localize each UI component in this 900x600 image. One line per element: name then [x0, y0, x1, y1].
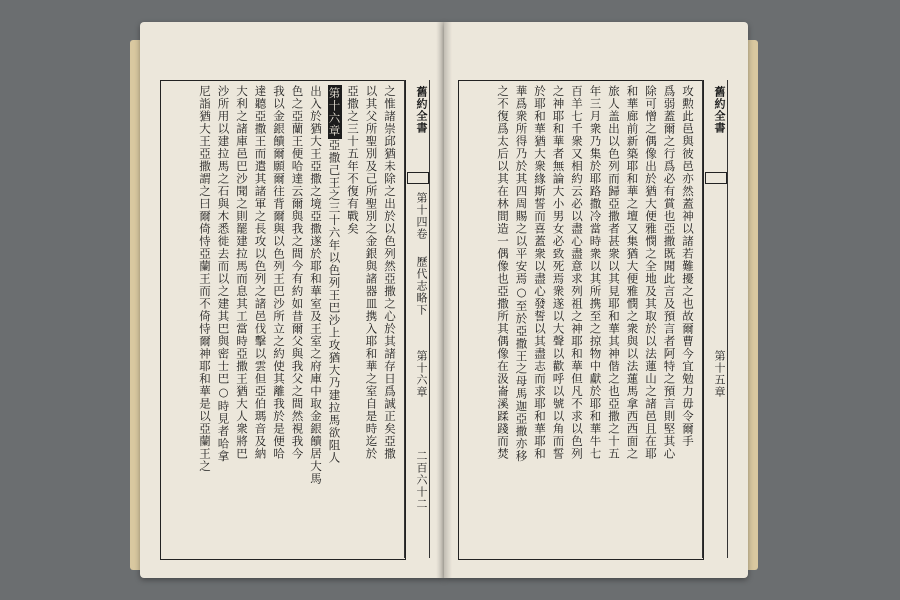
fish-tail-mark — [407, 172, 429, 184]
text-column: 以其父所聖別及己所聖別之金銀與諸器皿携入耶和華之室自是時迄於 — [364, 85, 379, 460]
book-gutter — [436, 22, 452, 578]
text-column: 色之亞蘭王便哈達云爾與我之間今有約如昔爾父與我父之間然視我今 — [290, 85, 305, 460]
text-column: 亞撒之三十五年不復有戰矣 — [346, 85, 360, 235]
text-column: 達聽亞撒王而遣其諸軍之長攻以色列之諸邑伐擊以雲但亞伯瑪音及納 — [253, 85, 268, 460]
text-column: 爲弱蓋爾之行爲必有賞也亞撒既聞此言及預言者阿特之預言則堅其心 — [662, 85, 677, 460]
text-column: 旅人盖出以色列而歸亞撒者甚衆以其見耶和華其神偕之也亞撒之十五 — [607, 85, 621, 460]
text-column: 於耶和華猶大衆緣斯誓而喜蓋衆以盡心發誓以其盡志而求耶和華耶和 — [533, 85, 547, 460]
right-page-body — [465, 85, 697, 555]
text-column: 攻勲此邑與彼邑亦然蓋神以諸若難擾之也故爾曹今宜勉力毋令爾手 — [681, 85, 695, 448]
right-page-margin — [702, 80, 728, 558]
left-page-margin — [404, 80, 430, 558]
text-column: 和華廊前新築耶和華之壇又集猶大便雅憫之衆與以法蓮馬拿西西面之 — [625, 85, 640, 460]
text-column: 我以金銀饋爾願爾往背爾與以色列王巴沙所立之約使其離我於是便哈 — [272, 85, 286, 460]
text-column: 第十六章亞撒己王之三十六年以色列王巴沙上攻猶大乃建拉馬欲阻人 — [327, 87, 342, 464]
text-column: 之惟諸崇邱猶未除之出於以色列然亞撒之心於其諸存日爲誠正矣亞撒 — [383, 85, 397, 460]
text-column: 大利之諸庫邑巴沙聞之則罷建拉馬而息其工當時亞撒王猶大人衆將巴 — [235, 85, 249, 460]
left-page — [140, 22, 444, 578]
right-chapter: 第十五章 — [713, 350, 726, 398]
right-book-title: 舊約全書 — [713, 86, 726, 134]
left-text-frame — [160, 80, 406, 560]
left-volume: 第十四卷 — [415, 192, 428, 240]
text-column: 百羊七千衆又相約云必以盡心盡意求列祖之神耶和華但凡不求以色列 — [570, 85, 584, 460]
open-book — [140, 22, 748, 582]
left-chapter: 第十六章 — [415, 350, 428, 398]
left-page-number: 二百六十二 — [415, 450, 428, 510]
text-column: 華爲衆所得乃於其四周賜之以平安焉○至於亞撒王之母馬迦亞撒亦移 — [514, 85, 529, 463]
text-column: 之不復爲太后以其在林間造一偶像也亞撒所其偶像在汲崙溪蹂踐而焚 — [496, 85, 510, 460]
text-column: 出入於猶大王亞撒之境亞撒遂於耶和華室及王室之府庫中取金銀饋居大馬 — [309, 85, 323, 485]
text-column: 沙所用以建拉馬之石與木悉徙去而以之建其巴與密士巴○時見者哈拿 — [216, 85, 231, 463]
text-column: 之神耶和華者無論大小男女必致死焉衆遂以大聲以歡呼以號以角而誓 — [551, 85, 566, 460]
chapter-heading: 第十六章 — [327, 87, 342, 137]
right-page — [444, 22, 748, 578]
text-column: 除可憎之偶像出於猶大便雅憫之全地及其取於以法蓮山之諸邑且在耶 — [644, 85, 658, 460]
fish-tail-mark — [705, 172, 727, 184]
left-book-title: 舊約全書 — [415, 86, 428, 134]
left-section: 歷代志略下 — [415, 256, 428, 316]
text-column: 年三月衆乃集於耶路撒冷當時衆以其所携至之掠物中獻於耶和華牛七 — [588, 85, 603, 460]
text-column: 尼詣猶大王亞撒謂之曰爾倚恃亞蘭王而不倚恃爾神耶和華是以亞蘭王之 — [198, 85, 212, 473]
right-text-frame — [458, 80, 704, 560]
left-page-body — [167, 85, 399, 555]
